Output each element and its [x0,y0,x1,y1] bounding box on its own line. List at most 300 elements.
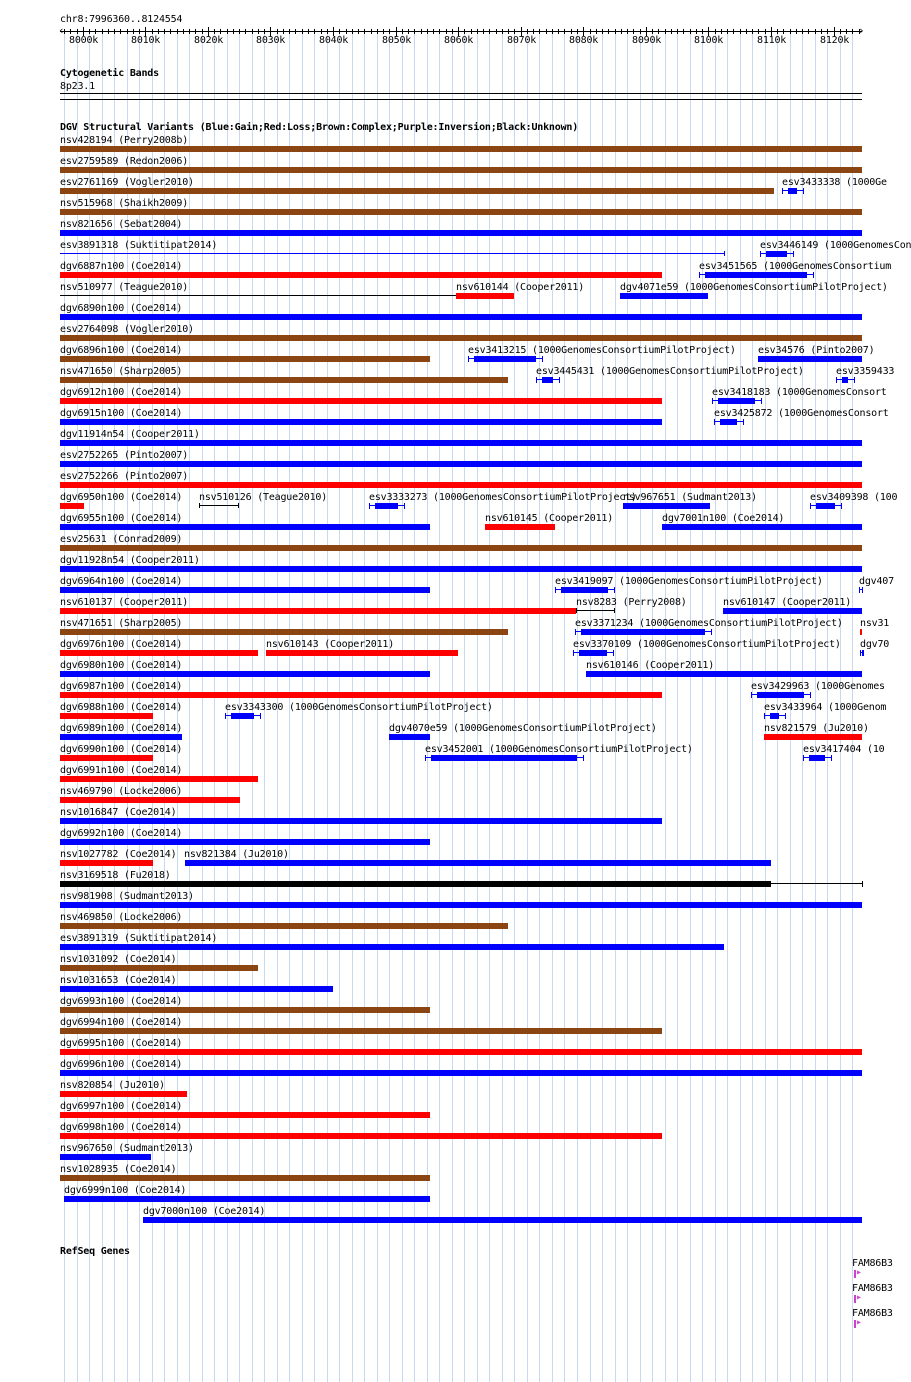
ruler-minor-tick [796,29,797,34]
sv-bar[interactable] [60,881,771,887]
sv-bar[interactable] [389,734,430,740]
sv-bar[interactable] [60,797,240,803]
sv-bar[interactable] [60,356,430,362]
ruler-minor-tick [615,29,616,34]
sv-end-cap [813,272,814,278]
sv-bar[interactable] [231,713,254,719]
ruler-minor-tick [596,29,597,34]
sv-label[interactable]: esv3359433 [836,366,895,377]
sv-bar[interactable] [60,377,508,383]
sv-end-cap [859,587,860,593]
ruler-minor-tick [640,29,641,34]
ruler-minor-tick [408,29,409,34]
sv-bar[interactable] [474,356,536,362]
ruler-minor-tick [402,29,403,34]
sv-label[interactable]: dgv6976n100 (Coe2014) [60,639,183,650]
sv-bar[interactable] [60,1091,187,1097]
sv-bar[interactable] [60,986,333,992]
ruler-minor-tick [133,29,134,34]
sv-label[interactable]: esv3370109 (1000GenomesConsortiumPilotProject) [573,639,841,650]
sv-bar[interactable] [60,944,724,950]
sv-bar[interactable] [60,1133,662,1139]
sv-end-cap [699,272,700,278]
ruler-label: 8090k [632,35,662,46]
sv-bar[interactable] [809,755,825,761]
sv-label[interactable]: nsv1027782 (Coe2014) [60,849,177,860]
sv-bar[interactable] [788,188,797,194]
ruler-label: 8040k [319,35,349,46]
ruler-minor-tick [852,29,853,34]
refseq-track-title: RefSeq Genes [60,1246,130,1257]
sv-label[interactable]: dgv6896n100 (Coe2014) [60,345,183,356]
sv-label[interactable]: nsv515968 (Shaikh2009) [60,198,189,209]
sv-label[interactable]: nsv821656 (Sebat2004) [60,219,183,230]
sv-line [714,421,743,422]
ruler-minor-tick [358,29,359,34]
sv-line[interactable] [60,295,456,296]
sv-bar[interactable] [60,650,258,656]
ruler-minor-tick [433,29,434,34]
sv-end-cap [862,650,863,656]
sv-bar[interactable] [456,293,514,299]
ruler-minor-tick [383,29,384,34]
sv-end-cap [712,398,713,404]
sv-label[interactable]: nsv981908 (Sudmant2013) [60,891,194,902]
sv-label[interactable]: nsv610144 (Cooper2011) [456,282,585,293]
ruler-minor-tick [377,29,378,34]
ruler-minor-tick [114,29,115,34]
sv-end-cap [576,608,577,613]
sv-label[interactable]: esv3419097 (1000GenomesConsortiumPilotProject) [555,576,823,587]
sv-label[interactable]: nsv471651 (Sharp2005) [60,618,183,629]
sv-end-cap [573,650,574,656]
ruler-minor-tick [746,29,747,34]
sv-bar[interactable] [60,587,430,593]
sv-label[interactable]: nsv821384 (Ju2010) [184,849,289,860]
sv-line [573,652,613,653]
sv-label[interactable]: nsv1016847 (Coe2014) [60,807,177,818]
sv-bar[interactable] [60,335,862,341]
ruler-minor-tick [733,29,734,34]
gene-label[interactable]: FAM86B3 [852,1308,893,1319]
sv-label[interactable]: dgv11914n54 (Cooper2011) [60,429,200,440]
ruler-minor-tick [327,29,328,34]
ruler-right-arrow[interactable]: › [858,24,865,37]
cytoband-line-bottom [60,99,862,100]
ruler-minor-tick [295,29,296,34]
sv-label[interactable]: nsv610143 (Cooper2011) [266,639,395,650]
sv-bar[interactable] [60,1175,430,1181]
sv-bar[interactable] [60,1049,862,1055]
sv-end-cap [199,503,200,508]
sv-label[interactable]: dgv6990n100 (Coe2014) [60,744,183,755]
sv-end-cap [559,377,560,383]
sv-label[interactable]: esv3413215 (1000GenomesConsortiumPilotProject) [468,345,736,356]
sv-bar[interactable] [766,251,787,257]
sv-bar[interactable] [757,692,804,698]
sv-bar[interactable] [60,692,662,698]
ruler-minor-tick [183,29,184,34]
ruler-minor-tick [245,29,246,34]
ruler-minor-tick [608,29,609,34]
sv-bar[interactable] [586,671,862,677]
sv-line [771,883,862,884]
sv-label[interactable]: esv3371234 (1000GenomesConsortiumPilotProject) [575,618,843,629]
sv-label[interactable]: dgv6999n100 (Coe2014) [64,1185,187,1196]
sv-label[interactable]: dgv6995n100 (Coe2014) [60,1038,183,1049]
sv-line [225,715,260,716]
sv-bar[interactable] [60,503,84,509]
sv-bar[interactable] [770,713,779,719]
ruler-minor-tick [471,29,472,34]
sv-label[interactable]: dgv407 [859,576,894,587]
sv-line [760,253,793,254]
ruler-minor-tick [427,29,428,34]
sv-label[interactable]: dgv6987n100 (Coe2014) [60,681,183,692]
ruler-minor-tick [627,29,628,34]
ruler-minor-tick [539,29,540,34]
sv-label[interactable]: esv3446149 (1000GenomesCon [760,240,911,251]
sv-bar[interactable] [64,1196,430,1202]
sv-bar[interactable] [542,377,553,383]
sv-label[interactable]: esv3333273 (1000GenomesConsortiumPilotProject) [369,492,637,503]
sv-end-cap [785,713,786,719]
sv-label[interactable]: dgv6887n100 (Coe2014) [60,261,183,272]
ruler-minor-tick [765,29,766,34]
sv-label[interactable]: dgv7001n100 (Coe2014) [662,513,785,524]
sv-label[interactable]: dgv6998n100 (Coe2014) [60,1122,183,1133]
sv-bar[interactable] [816,503,835,509]
sv-bar[interactable] [60,671,430,677]
sv-label[interactable]: nsv821579 (Ju2010) [764,723,869,734]
ruler-minor-tick [277,29,278,34]
ruler-minor-tick [102,29,103,34]
gene-label[interactable]: FAM86B3 [852,1283,893,1294]
sv-bar[interactable] [60,398,662,404]
sv-label[interactable]: dgv6997n100 (Coe2014) [60,1101,183,1112]
sv-bar[interactable] [60,146,862,152]
sv-bar[interactable] [720,419,737,425]
ruler-minor-tick [690,29,691,34]
sv-label[interactable]: dgv6994n100 (Coe2014) [60,1017,183,1028]
sv-label[interactable]: esv3891318 (Suktitipat2014) [60,240,218,251]
ruler-minor-tick [671,29,672,34]
sv-label[interactable]: nsv1031653 (Coe2014) [60,975,177,986]
sv-bar[interactable] [60,209,862,215]
sv-label[interactable]: dgv6989n100 (Coe2014) [60,723,183,734]
sv-label[interactable]: nsv3169518 (Fu2018) [60,870,171,881]
ruler-minor-tick [696,29,697,34]
sv-bar[interactable] [863,650,864,656]
sv-label[interactable]: esv25631 (Conrad2009) [60,534,183,545]
sv-label[interactable]: nsv1028935 (Coe2014) [60,1164,177,1175]
sv-bar[interactable] [60,734,182,740]
sv-bar[interactable] [60,524,430,530]
sv-label[interactable]: esv3343300 (1000GenomesConsortiumPilotProject) [225,702,493,713]
sv-line[interactable] [576,610,614,611]
ruler-minor-tick [665,29,666,34]
sv-end-cap [793,251,794,257]
sv-label[interactable]: esv34576 (Pinto2007) [758,345,875,356]
dgv-track-title: DGV Structural Variants (Blue:Gain;Red:Loss;Brown:Complex;Purple:Inversion;Black:Unknown) [60,122,579,133]
sv-label[interactable]: esv3433338 (1000Ge [782,177,887,188]
sv-end-cap [404,503,405,509]
sv-bar[interactable] [860,629,862,635]
ruler-minor-tick [289,29,290,34]
sv-label[interactable]: nsv428194 (Perry2008b) [60,135,189,146]
sv-end-cap [614,587,615,593]
ruler-minor-tick [452,29,453,34]
sv-bar[interactable] [764,734,862,740]
sv-bar[interactable] [60,482,862,488]
sv-label[interactable]: esv3433964 (1000Genom [764,702,887,713]
ruler-axis [60,31,862,32]
sv-bar[interactable] [60,545,862,551]
sv-label[interactable]: nsv1031092 (Coe2014) [60,954,177,965]
ruler-label: 8010k [131,35,161,46]
sv-bar[interactable] [758,356,862,362]
sv-end-cap [425,755,426,761]
sv-label[interactable]: dgv4070e59 (1000GenomesConsortiumPilotProject) [389,723,657,734]
ruler-left-arrow[interactable]: ‹ [58,24,65,37]
sv-end-cap [743,419,744,425]
sv-end-cap [862,881,863,887]
sv-label[interactable]: nsv8283 (Perry2008) [576,597,687,608]
sv-label[interactable]: esv3445431 (1000GenomesConsortiumPilotProject) [536,366,804,377]
sv-bar[interactable] [60,230,862,236]
sv-bar[interactable] [60,923,508,929]
sv-bar[interactable] [60,839,430,845]
ruler-minor-tick [108,29,109,34]
ruler-minor-tick [633,29,634,34]
ruler-minor-tick [652,29,653,34]
ruler-minor-tick [308,29,309,34]
sv-label[interactable]: dgv6912n100 (Coe2014) [60,387,183,398]
sv-label[interactable]: esv3417404 (10 [803,744,885,755]
sv-label[interactable]: dgv6992n100 (Coe2014) [60,828,183,839]
sv-end-cap [803,755,804,761]
sv-bar[interactable] [623,503,710,509]
ruler-minor-tick [233,29,234,34]
sv-label[interactable]: nsv967650 (Sudmant2013) [60,1143,194,1154]
sv-end-cap [782,188,783,194]
sv-label[interactable]: nsv610146 (Cooper2011) [586,660,715,671]
sv-label[interactable]: esv2752265 (Pinto2007) [60,450,189,461]
sv-bar[interactable] [60,1070,862,1076]
sv-bar[interactable] [60,461,862,467]
sv-label[interactable]: dgv6890n100 (Coe2014) [60,303,183,314]
ruler-minor-tick [264,29,265,34]
sv-bar[interactable] [620,293,708,299]
ruler-minor-tick [364,29,365,34]
sv-label[interactable]: nsv471650 (Sharp2005) [60,366,183,377]
sv-label[interactable]: nsv31 [860,618,890,629]
ruler-minor-tick [77,29,78,34]
sv-label[interactable]: nsv469850 (Locke2006) [60,912,183,923]
sv-bar[interactable] [842,377,848,383]
ruler-label: 8100k [694,35,724,46]
sv-end-cap [854,377,855,383]
ruler-minor-tick [846,29,847,34]
sv-label[interactable]: esv3452001 (1000GenomesConsortiumPilotProject) [425,744,693,755]
sv-label[interactable]: dgv6955n100 (Coe2014) [60,513,183,524]
sv-bar[interactable] [143,1217,862,1223]
sv-label[interactable]: dgv6996n100 (Coe2014) [60,1059,183,1070]
sv-bar[interactable] [185,860,771,866]
sv-label[interactable]: nsv610137 (Cooper2011) [60,597,189,608]
sv-end-cap [761,398,762,404]
sv-label[interactable]: dgv6950n100 (Coe2014) [60,492,183,503]
sv-line[interactable] [60,253,724,254]
sv-bar[interactable] [60,1112,430,1118]
sv-bar[interactable] [718,398,755,404]
sv-bar[interactable] [581,629,705,635]
sv-bar[interactable] [662,524,862,530]
sv-bar[interactable] [561,587,608,593]
cytoband-track-title: Cytogenetic Bands [60,68,159,79]
sv-end-cap [711,629,712,635]
ruler-minor-tick [195,29,196,34]
sv-label[interactable]: dgv6915n100 (Coe2014) [60,408,183,419]
sv-label[interactable]: dgv6964n100 (Coe2014) [60,576,183,587]
sv-label[interactable]: dgv6993n100 (Coe2014) [60,996,183,1007]
sv-bar[interactable] [60,272,662,278]
sv-label[interactable]: esv3418183 (1000GenomesConsort [712,387,887,398]
sv-end-cap [260,713,261,719]
sv-label[interactable]: dgv6988n100 (Coe2014) [60,702,183,713]
ruler-minor-tick [302,29,303,34]
sv-end-cap [536,377,537,383]
ruler-minor-tick [446,29,447,34]
sv-line [369,505,404,506]
sv-end-cap [542,356,543,362]
ruler-minor-tick [815,29,816,34]
ruler-minor-tick [202,29,203,34]
ruler-minor-tick [414,29,415,34]
ruler-minor-tick [464,29,465,34]
sv-label[interactable]: esv3409398 (100 [810,492,898,503]
ruler-minor-tick [127,29,128,34]
sv-bar[interactable] [60,314,862,320]
ruler-minor-tick [70,29,71,34]
sv-bar[interactable] [60,1028,662,1034]
ruler-label: 8050k [382,35,412,46]
cytoband-label: 8p23.1 [60,81,95,92]
sv-label[interactable]: nsv610147 (Cooper2011) [723,597,852,608]
ruler-minor-tick [489,29,490,34]
sv-label[interactable]: dgv4071e59 (1000GenomesConsortiumPilotProject) [620,282,888,293]
ruler-minor-tick [483,29,484,34]
sv-line[interactable] [199,505,238,506]
sv-bar[interactable] [60,608,576,614]
sv-label[interactable]: nsv510126 (Teague2010) [199,492,328,503]
ruler-minor-tick [777,29,778,34]
gene-strand-arrow: ▸ [856,1292,862,1303]
ruler-minor-tick [802,29,803,34]
sv-end-cap [583,755,584,761]
ruler-label: 8030k [256,35,286,46]
sv-label[interactable]: nsv967651 (Sudmant2013) [623,492,757,503]
sv-bar[interactable] [375,503,398,509]
ruler-minor-tick [564,29,565,34]
sv-label[interactable]: esv2764098 (Vogler2010) [60,324,194,335]
sv-bar[interactable] [60,965,258,971]
ruler-minor-tick [821,29,822,34]
sv-bar[interactable] [60,902,862,908]
sv-end-cap [369,503,370,509]
sv-label[interactable]: dgv11928n54 (Cooper2011) [60,555,200,566]
sv-end-cap [575,629,576,635]
sv-bar[interactable] [579,650,607,656]
sv-bar[interactable] [60,188,774,194]
sv-end-cap [614,608,615,613]
sv-bar[interactable] [60,440,862,446]
sv-bar[interactable] [266,650,458,656]
gene-label[interactable]: FAM86B3 [852,1258,893,1269]
ruler-minor-tick [352,29,353,34]
sv-bar[interactable] [60,566,862,572]
sv-bar[interactable] [431,755,577,761]
sv-bar[interactable] [705,272,807,278]
sv-end-cap [613,650,614,656]
sv-label[interactable]: nsv510977 (Teague2010) [60,282,189,293]
sv-line [803,757,831,758]
sv-label[interactable]: esv2759589 (Redon2006) [60,156,189,167]
sv-label[interactable]: nsv610145 (Cooper2011) [485,513,614,524]
sv-bar[interactable] [60,755,153,761]
sv-bar[interactable] [723,608,862,614]
ruler-minor-tick [658,29,659,34]
ruler-minor-tick [840,29,841,34]
sv-label[interactable]: dgv6980n100 (Coe2014) [60,660,183,671]
sv-label[interactable]: esv3429963 (1000Genomes [751,681,885,692]
ruler-minor-tick [389,29,390,34]
sv-bar[interactable] [60,818,662,824]
ruler-minor-tick [721,29,722,34]
gene-strand-arrow: ▸ [856,1317,862,1328]
ruler-minor-tick [139,29,140,34]
sv-label[interactable]: nsv820854 (Ju2010) [60,1080,165,1091]
sv-bar[interactable] [60,713,153,719]
ruler-label: 8120k [820,35,850,46]
sv-end-cap [810,503,811,509]
sv-line [575,631,711,632]
sv-bar[interactable] [60,1007,430,1013]
ruler-minor-tick [571,29,572,34]
sv-bar[interactable] [60,167,862,173]
sv-line [836,379,854,380]
sv-label[interactable]: dgv7000n100 (Coe2014) [143,1206,266,1217]
ruler-minor-tick [321,29,322,34]
sv-bar[interactable] [60,860,153,866]
sv-label[interactable]: esv2752266 (Pinto2007) [60,471,189,482]
sv-label[interactable]: dgv70 [860,639,890,650]
ruler-minor-tick [239,29,240,34]
sv-bar[interactable] [60,419,662,425]
ruler-minor-tick [339,29,340,34]
ruler-label: 8070k [507,35,537,46]
sv-bar[interactable] [60,1154,151,1160]
sv-bar[interactable] [485,524,555,530]
sv-label[interactable]: dgv6991n100 (Coe2014) [60,765,183,776]
sv-label[interactable]: esv3451565 (1000GenomesConsortium [699,261,892,272]
sv-bar[interactable] [60,776,258,782]
sv-bar[interactable] [60,629,508,635]
sv-label[interactable]: esv3425872 (1000GenomesConsort [714,408,889,419]
sv-label[interactable]: esv2761169 (Vogler2010) [60,177,194,188]
sv-label[interactable]: nsv469790 (Locke2006) [60,786,183,797]
sv-label[interactable]: esv3891319 (Suktitipat2014) [60,933,218,944]
